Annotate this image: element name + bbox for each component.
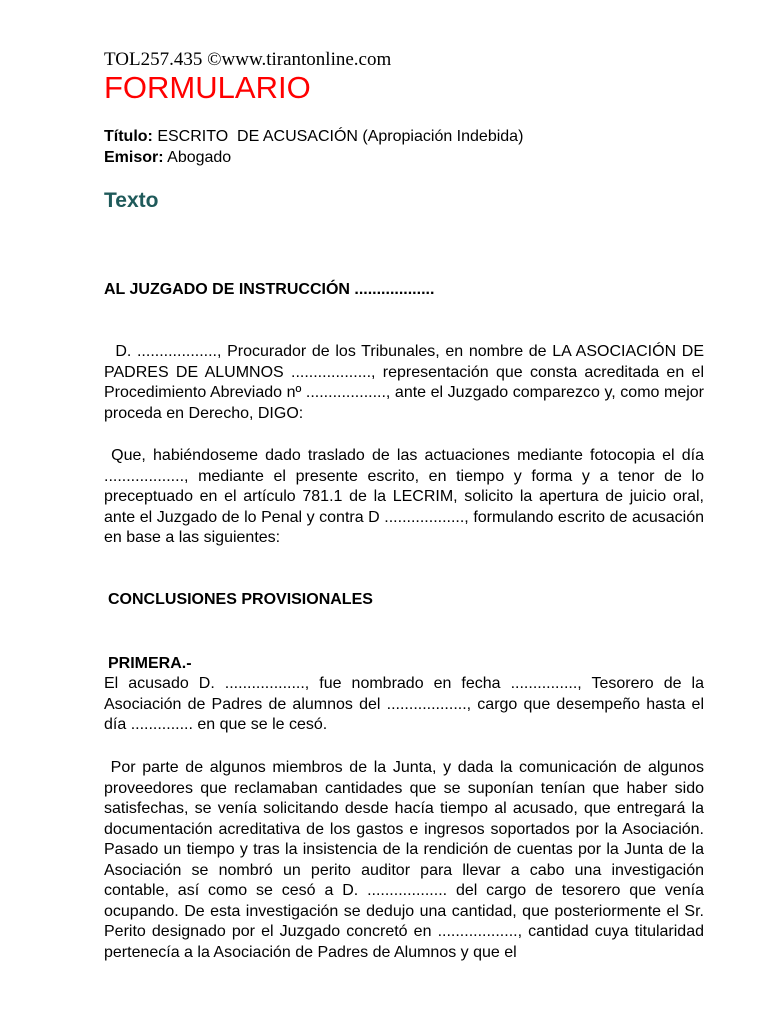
source-reference: TOL257.435 ©www.tirantonline.com — [104, 49, 392, 70]
paragraph-representation: D. .................., Procurador de los Tribunales, en nombre de LA ASOCIACIÓN DE PADRES DE ALUMNOS .................., representación que consta acreditada en el Procedimiento Abreviado nº .................., ante el Juzgado comparezco y, como mejor proceda en Derecho, DIGO: — [104, 343, 709, 422]
titulo-line — [104, 128, 523, 146]
paragraph-request: Que, habiéndoseme dado traslado de las actuaciones mediante fotocopia el día .................., mediante el presente escrito, en tiempo y forma y a tenor de lo preceptuado en el artículo 781.1 de la LECRIM, solicito la apertura de juicio oral, ante el Juzgado de lo Penal y contra D .................., formulando escrito de acusación en base a las siguientes: — [104, 447, 709, 546]
paragraph-investigation: Por parte de algunos miembros de la Junta, y dada la comunicación de algunos proveedores que reclamaban cantidades que se suponían tenían que haber sido satisfechas, se venía solicitando desde hacía tiempo al acusado, que entregará la documentación acreditativa de los gastos e ingresos soportados por la Asociación. Pasado un tiempo y tras la insistencia de la rendición de cuentas por la Junta de la Asociación se nombró un perito auditor para llevar a cabo una investigación contable, así como se cesó a D. .................. del cargo de tesorero que venía ocupando. De esta investigación se dedujo una cantidad, que posteriormente el Sr. Perito designado por el Juzgado concretó en .................., cantidad cuya titularidad pertenecía a la Asociación de Padres de Alumnos y que el — [104, 759, 709, 961]
emisor-value: Abogado — [167, 149, 232, 166]
titulo-value: ESCRITO DE ACUSACIÓN (Apropiación Indebida) — [157, 128, 524, 145]
titulo-label: Título: — [104, 128, 153, 145]
emisor-label: Emisor: — [104, 149, 164, 166]
primera-heading: PRIMERA.- — [108, 655, 192, 672]
conclusions-heading: CONCLUSIONES PROVISIONALES — [108, 591, 373, 608]
emisor-line — [104, 149, 231, 167]
court-heading: AL JUZGADO DE INSTRUCCIÓN .................. — [104, 281, 435, 298]
form-title: FORMULARIO — [104, 70, 311, 105]
texto-heading: Texto — [104, 189, 159, 212]
paragraph-accused: El acusado D. .................., fue nombrado en fecha ..............., Tesorero de la Asociación de Padres de alumnos del .................., cargo que desempeño hasta el día .............. en que se le cesó. — [104, 675, 704, 733]
